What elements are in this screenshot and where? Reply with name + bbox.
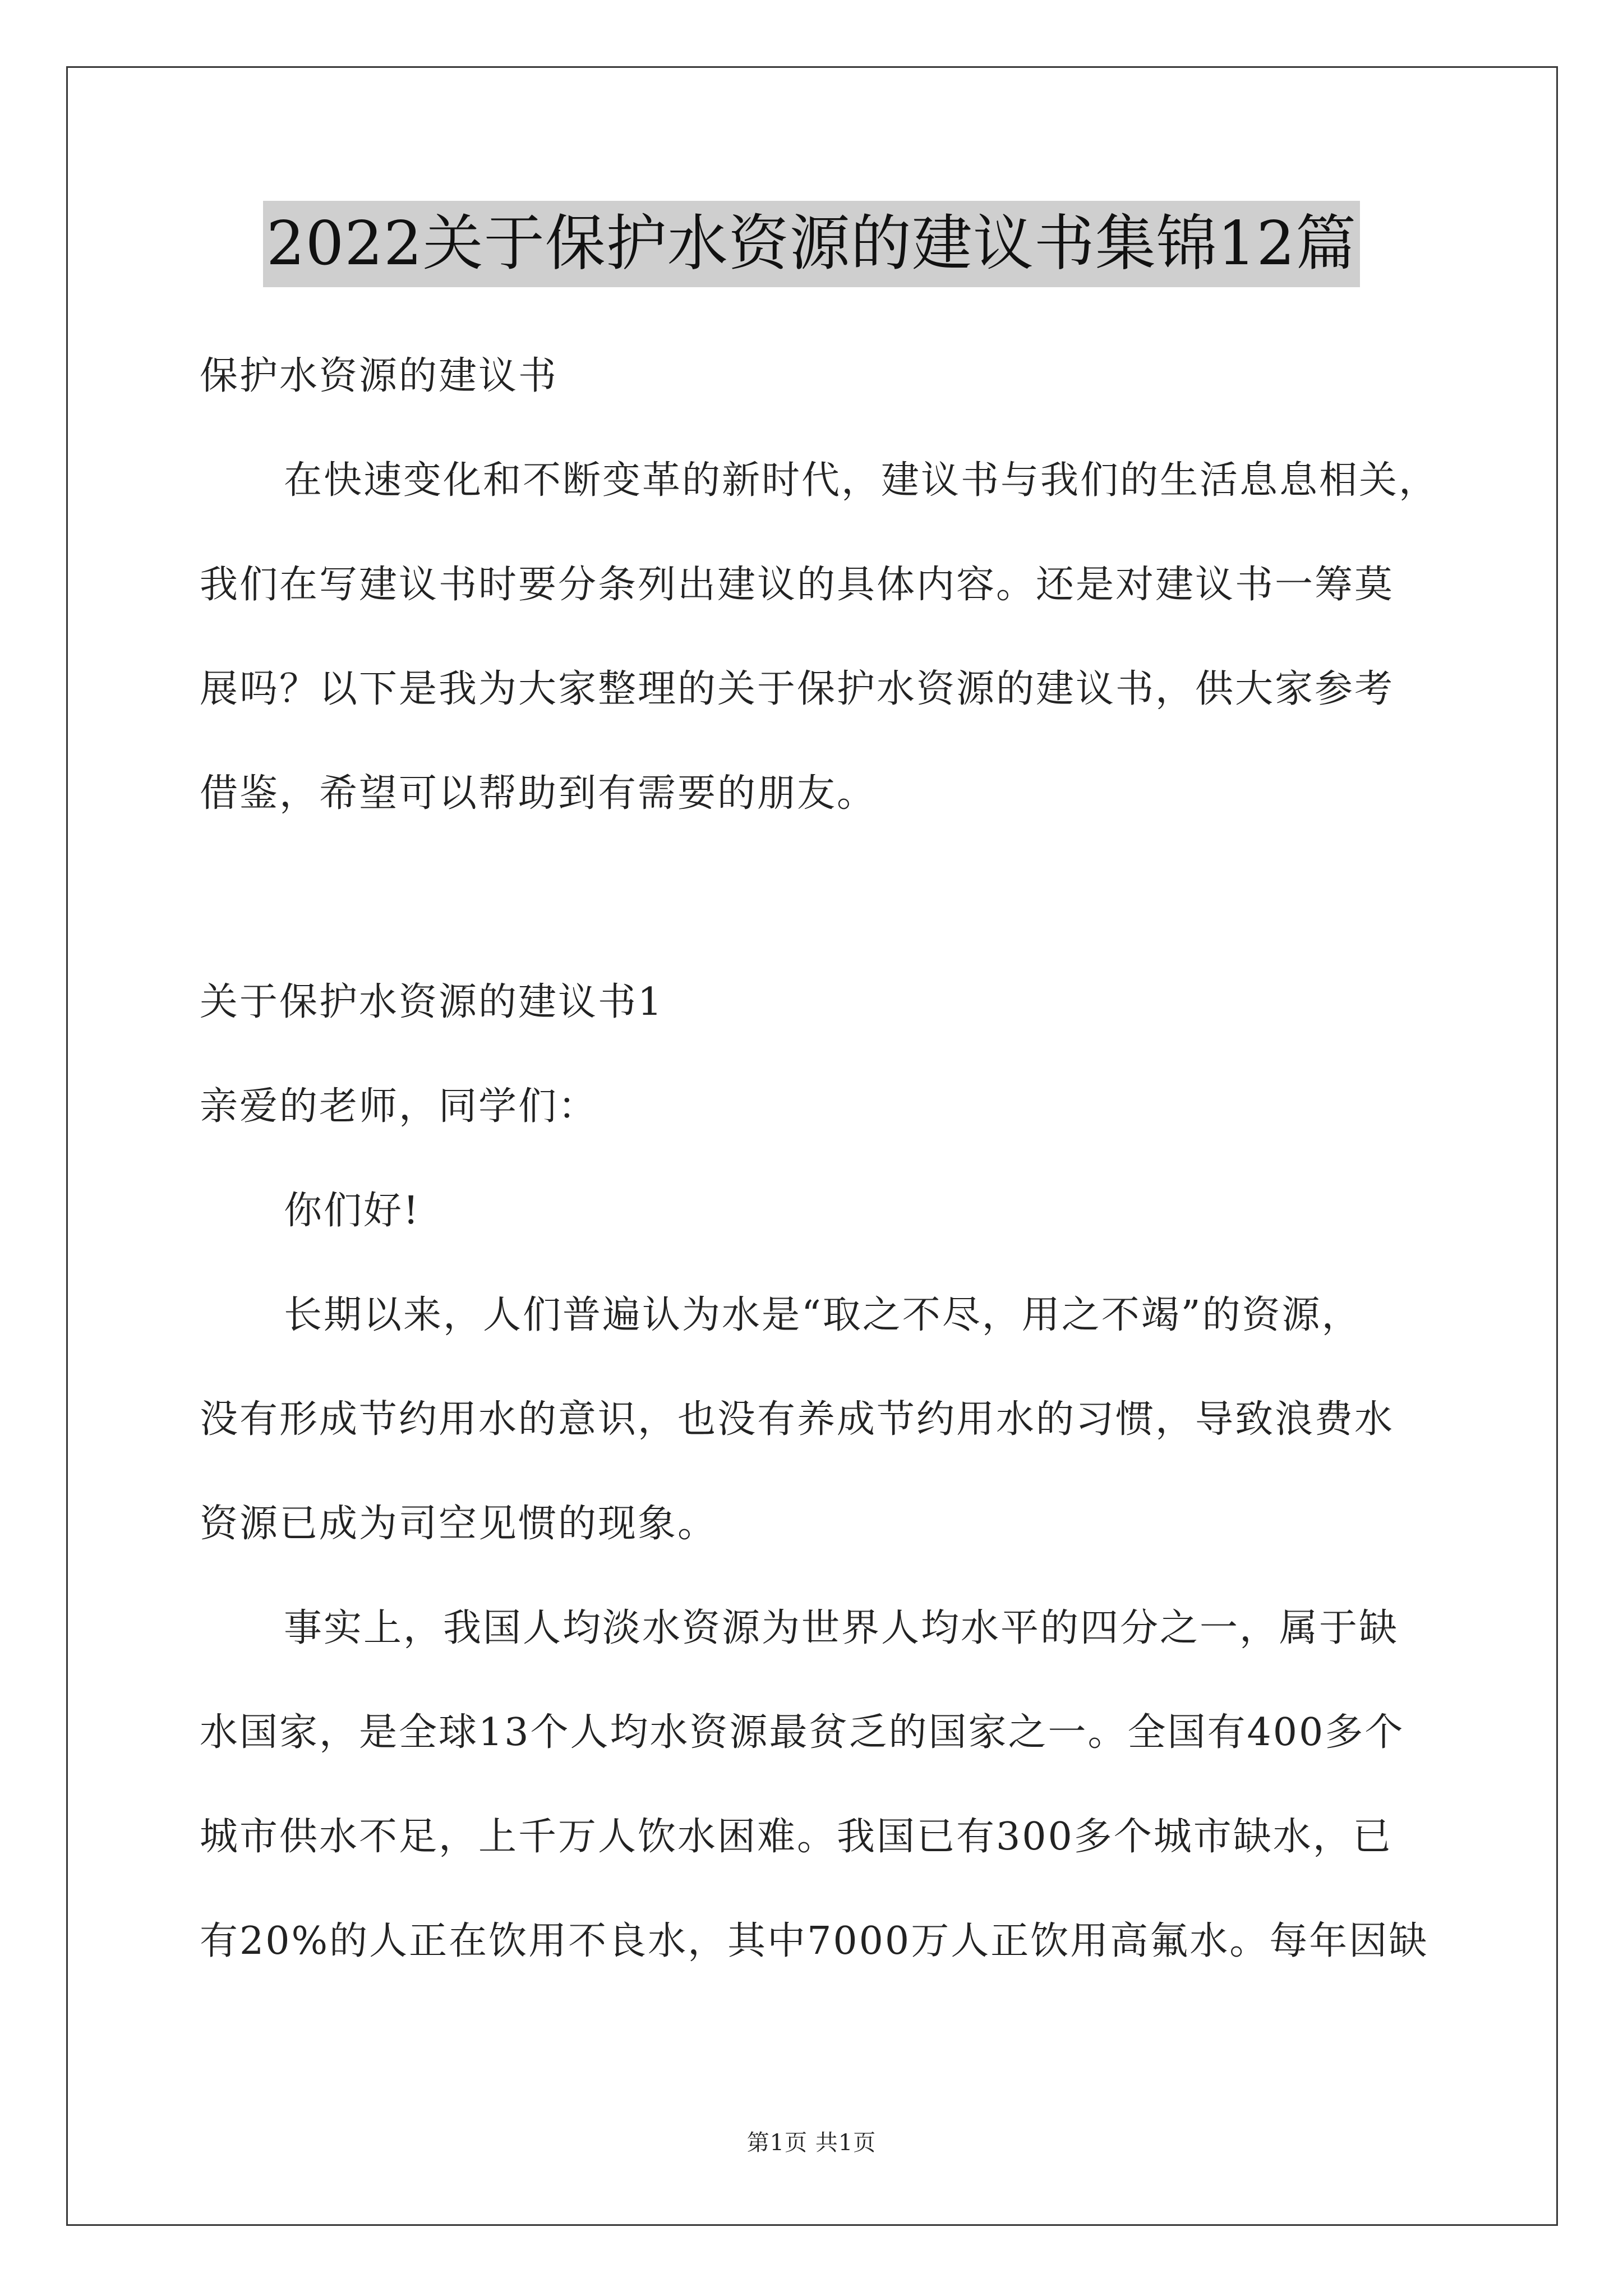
- title-container: [0, 201, 1623, 287]
- paragraph-line: 城市供水不足，上千万人饮水困难。我国已有300多个城市缺水，已: [200, 1815, 1393, 1859]
- document-title: 2022关于保护水资源的建议书集锦12篇: [263, 201, 1360, 287]
- intro-line: 展吗？以下是我为大家整理的关于保护水资源的建议书，供大家参考: [200, 667, 1395, 711]
- document-body: [200, 324, 1439, 1994]
- paragraph-line: 有20%的人正在饮用不良水，其中7000万人正饮用高氟水。每年因缺: [200, 1919, 1429, 1963]
- salutation: 亲爱的老师，同学们：: [200, 1084, 598, 1129]
- section-heading: 保护水资源的建议书: [200, 354, 559, 398]
- paragraph-line: 事实上，我国人均淡水资源为世界人均水平的四分之一，属于缺: [284, 1606, 1399, 1650]
- paragraph-line: 没有形成节约用水的意识，也没有养成节约用水的习惯，导致浪费水: [200, 1397, 1395, 1442]
- page-footer: 第1页 共1页: [746, 2130, 877, 2156]
- intro-line: 我们在写建议书时要分条列出建议的具体内容。还是对建议书一筹莫: [200, 563, 1395, 607]
- intro-line: 借鉴，希望可以帮助到有需要的朋友。: [200, 771, 877, 816]
- spacer: [200, 846, 1433, 950]
- paragraph-line: 长期以来，人们普遍认为水是“取之不尽，用之不竭”的资源，: [284, 1293, 1362, 1337]
- letter-heading: 关于保护水资源的建议书1: [200, 980, 664, 1024]
- intro-line: 在快速变化和不断变革的新时代，建议书与我们的生活息息相关，: [284, 458, 1439, 503]
- paragraph-line: 水国家，是全球13个人均水资源最贫乏的国家之一。全国有400多个: [200, 1710, 1405, 1755]
- paragraph-line: 资源已成为司空见惯的现象。: [200, 1502, 718, 1546]
- greeting: 你们好!: [284, 1189, 421, 1233]
